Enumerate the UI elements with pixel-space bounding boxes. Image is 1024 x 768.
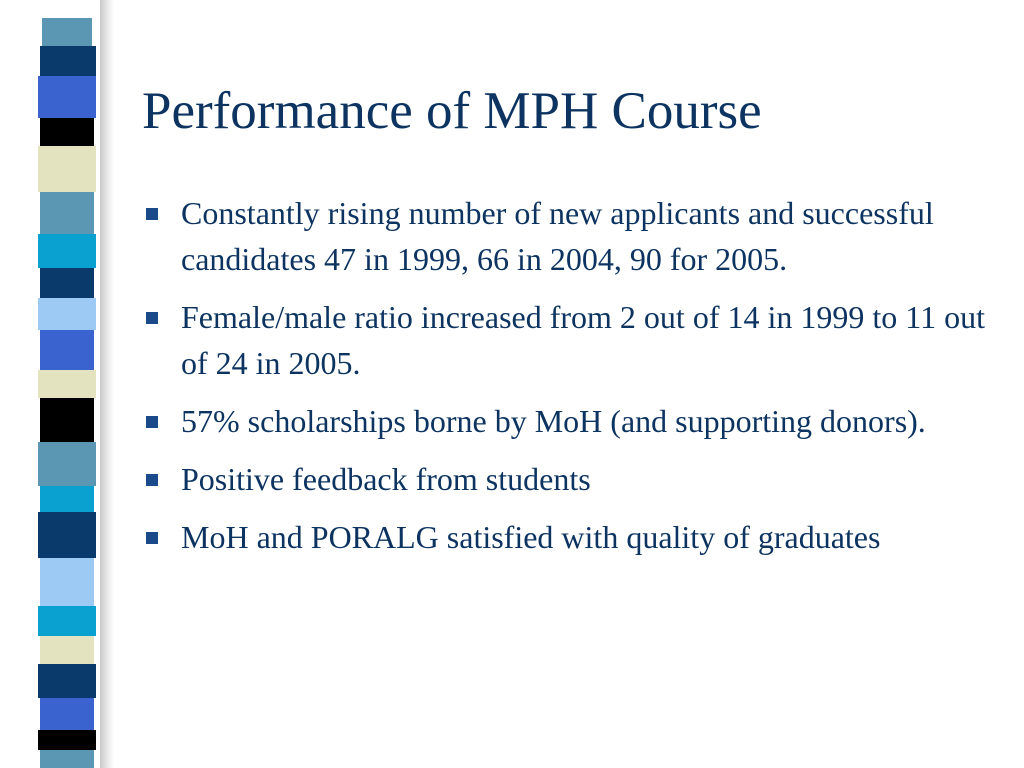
square-bullet-icon xyxy=(146,532,158,544)
stripe-segment xyxy=(40,192,94,234)
stripe-segment xyxy=(40,698,94,730)
bullet-text: Female/male ratio increased from 2 out of 14 in 1999 to 11 out of 24 in 2005. xyxy=(181,299,985,381)
square-bullet-icon xyxy=(146,208,158,220)
stripe-segment xyxy=(38,234,96,268)
stripe-segment xyxy=(42,18,92,46)
bullet-text: Positive feedback from students xyxy=(181,461,591,497)
stripe-shadow xyxy=(100,0,114,768)
stripe-segment xyxy=(38,730,96,750)
bullet-text: 57% scholarships borne by MoH (and supporting donors). xyxy=(181,403,926,439)
square-bullet-icon xyxy=(146,474,158,486)
stripe-segment xyxy=(40,750,94,768)
bullet-item xyxy=(146,190,986,282)
stripe-segment xyxy=(44,0,96,18)
stripe-segment xyxy=(40,486,94,512)
stripe-segment xyxy=(40,330,94,370)
stripe-segment xyxy=(38,298,96,330)
bullet-text: MoH and PORALG satisfied with quality of graduates xyxy=(181,519,881,555)
stripe-segment xyxy=(38,664,96,698)
stripe-segment xyxy=(40,398,94,442)
stripe-segment xyxy=(40,558,94,606)
bullet-item xyxy=(146,294,986,386)
bullet-list xyxy=(146,190,986,572)
stripe-segment xyxy=(40,46,96,76)
stripe-segment xyxy=(40,118,94,146)
stripe-segment xyxy=(40,636,94,664)
bullet-item xyxy=(146,514,986,560)
stripe-segment xyxy=(38,370,96,398)
stripe-segment xyxy=(38,512,96,558)
bullet-item xyxy=(146,456,986,502)
stripe-segment xyxy=(38,146,96,192)
stripe-segment xyxy=(38,76,96,118)
slide-title: Performance of MPH Course xyxy=(142,82,762,140)
square-bullet-icon xyxy=(146,312,158,324)
stripe-segment xyxy=(38,442,96,486)
square-bullet-icon xyxy=(146,416,158,428)
stripe-segment xyxy=(38,606,96,636)
bullet-text: Constantly rising number of new applicants and successful candidates 47 in 1999, 66 in 2004, 90 for 2005. xyxy=(181,195,934,277)
stripe-segment xyxy=(40,268,94,298)
bullet-item xyxy=(146,398,986,444)
